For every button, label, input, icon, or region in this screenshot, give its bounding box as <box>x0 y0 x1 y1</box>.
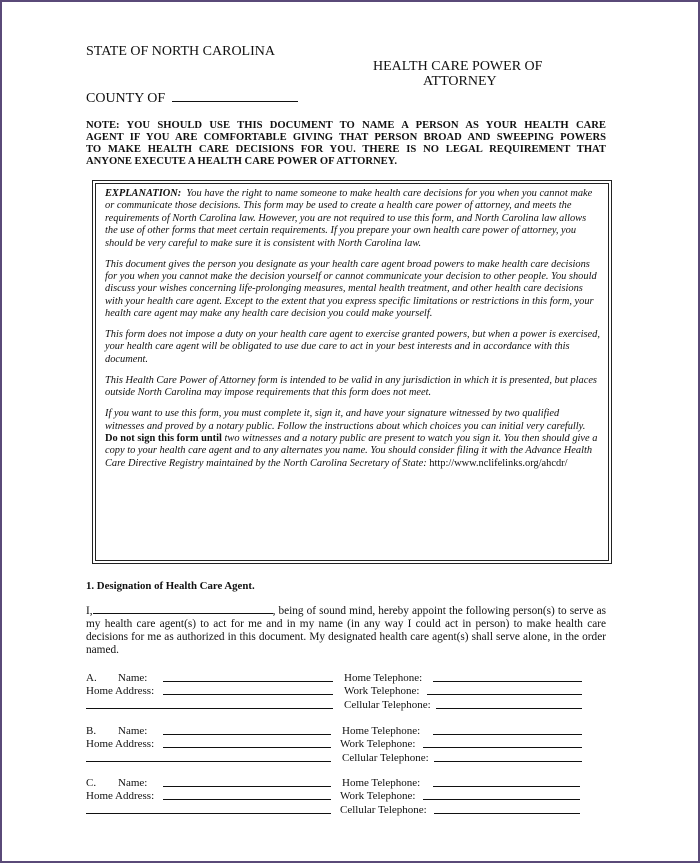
explanation-label: EXPLANATION: <box>105 188 182 199</box>
agent-b-address-field[interactable] <box>163 738 331 751</box>
designation-paragraph <box>86 604 606 657</box>
agent-a-home-tel-field[interactable] <box>433 672 582 685</box>
explanation-paragraph-5 <box>105 408 600 470</box>
agent-a-address-field[interactable] <box>163 685 333 698</box>
warning-text: Do not sign this form until <box>105 432 222 444</box>
agent-c-work-tel-field[interactable] <box>423 790 580 803</box>
agent-a-cell-tel-field[interactable] <box>436 699 582 712</box>
agent-b-name-field[interactable] <box>163 725 331 738</box>
agent-b-address-label: Home Address: <box>86 738 155 750</box>
agent-c-address-field[interactable] <box>163 790 331 803</box>
note-line: ANYONE EXECUTE A HEALTH CARE POWER OF ATTORNEY. <box>86 156 398 167</box>
explanation-text: You have the right to name someone to make health care decisions for you when you cannot make or communicate those decisions. This form may be used to create a health care power of attorney, and meets the requirements of North Carolina law. However, you are not required to use this form, and North Carolina law allows the use of other forms that meet certain requirements. If you prepare your own health care power of attorney, you should be very careful to make sure it is consistent with North Carolina law. <box>105 188 593 249</box>
agent-a-address-field-2[interactable] <box>86 699 333 712</box>
note-line: TO MAKE HEALTH CARE DECISIONS FOR YOU. THERE IS NO LEGAL REQUIREMENT THAT <box>86 144 606 155</box>
agent-b-work-tel-label: Work Telephone: <box>340 738 416 750</box>
explanation-box <box>95 183 609 561</box>
agent-b-home-tel-field[interactable] <box>433 725 582 738</box>
agent-c-cell-tel-field[interactable] <box>434 804 580 817</box>
agent-c-address-label: Home Address: <box>86 790 155 802</box>
county-label: COUNTY OF <box>86 91 166 106</box>
agent-b-cell-tel-field[interactable] <box>434 752 582 765</box>
principal-name-blank[interactable] <box>93 604 273 614</box>
agent-a-home-tel-label: Home Telephone: <box>344 672 423 684</box>
agent-a-name-label: Name: <box>118 672 148 684</box>
county-field <box>86 91 298 107</box>
explanation-paragraph-2: This document gives the person you designate as your health care agent broad powers to make health care decisions for you when you cannot make the decision yourself or cannot communicate your decision to other people. You should discuss your wishes concerning life-prolonging measures, mental health treatment, and other health care decisions with your health care agent. Except to the extent that you express specific limitations or restrictions in this form, your health care agent may make any health care decision you could make yourself. <box>105 258 597 320</box>
agent-a-work-tel-field[interactable] <box>427 685 582 698</box>
registry-link[interactable]: http://www.nclifelinks.org/ahcdr/ <box>429 457 568 469</box>
explanation-paragraph-3: This form does not impose a duty on your health care agent to exercise granted powers, but when a power is exercised, your health care agent will be obligated to use due care to act in your best interests and in accordance with this document. <box>105 329 600 365</box>
agent-c-letter: C. <box>86 777 97 789</box>
note-paragraph <box>86 120 606 168</box>
agent-c-work-tel-label: Work Telephone: <box>340 790 416 802</box>
agent-b-letter: B. <box>86 725 97 737</box>
agent-a-cell-tel-label: Cellular Telephone: <box>344 699 431 711</box>
agent-a-letter: A. <box>86 672 97 684</box>
designation-i: I, <box>86 605 93 617</box>
agent-c-home-tel-label: Home Telephone: <box>342 777 421 789</box>
explanation-text: two witnesses and a notary public are present to watch you sign it. You then should give a copy to your health care agent and to any alternates you name. You should consider filing it with the Advance Health Care Directive Registry maintained by the North Carolina Secretary of State: <box>105 432 598 469</box>
agent-c-address-field-2[interactable] <box>86 804 331 817</box>
agent-b-name-label: Name: <box>118 725 148 737</box>
agent-c-name-field[interactable] <box>163 777 331 790</box>
agent-c-cell-tel-label: Cellular Telephone: <box>340 804 427 816</box>
agent-b-cell-tel-label: Cellular Telephone: <box>342 752 429 764</box>
agent-b-home-tel-label: Home Telephone: <box>342 725 421 737</box>
explanation-text: If you want to use this form, you must complete it, sign it, and have your signature witnessed by two qualified witnesses and proved by a notary public. Follow the instructions about which choices you can initial very carefully. <box>105 408 586 432</box>
agent-c-name-label: Name: <box>118 777 148 789</box>
document-title-line1: HEALTH CARE POWER OF <box>373 59 543 74</box>
designation-text: , being of sound mind, hereby appoint the following person(s) to serve as my health care agent(s) to act for me and in my name (in any way I could act in person) to make health care decisions for me as authorized in this document. My designated health care agent(s) shall serve alone, in the order named. <box>86 605 606 656</box>
agent-b-work-tel-field[interactable] <box>423 738 582 751</box>
agent-a-address-label: Home Address: <box>86 685 155 697</box>
explanation-paragraph-4: This Health Care Power of Attorney form is intended to be valid in any jurisdiction in which it is presented, but places outside North Carolina may impose requirements that this form does not meet. <box>105 374 597 399</box>
section-1-title: 1. Designation of Health Care Agent. <box>86 580 255 592</box>
note-line: NOTE: YOU SHOULD USE THIS DOCUMENT TO NAME A PERSON AS YOUR HEALTH CARE <box>86 120 606 131</box>
agent-a-work-tel-label: Work Telephone: <box>344 685 420 697</box>
agent-a-name-field[interactable] <box>163 672 333 685</box>
explanation-paragraph-1 <box>105 188 600 250</box>
agent-b-address-field-2[interactable] <box>86 752 331 765</box>
note-line: AGENT IF YOU ARE COMFORTABLE GIVING THAT PERSON BROAD AND SWEEPING POWERS <box>86 132 606 143</box>
agent-c-home-tel-field[interactable] <box>433 777 580 790</box>
county-blank[interactable] <box>172 92 298 102</box>
state-heading: STATE OF NORTH CAROLINA <box>86 44 275 59</box>
document-title-line2: ATTORNEY <box>423 74 497 89</box>
